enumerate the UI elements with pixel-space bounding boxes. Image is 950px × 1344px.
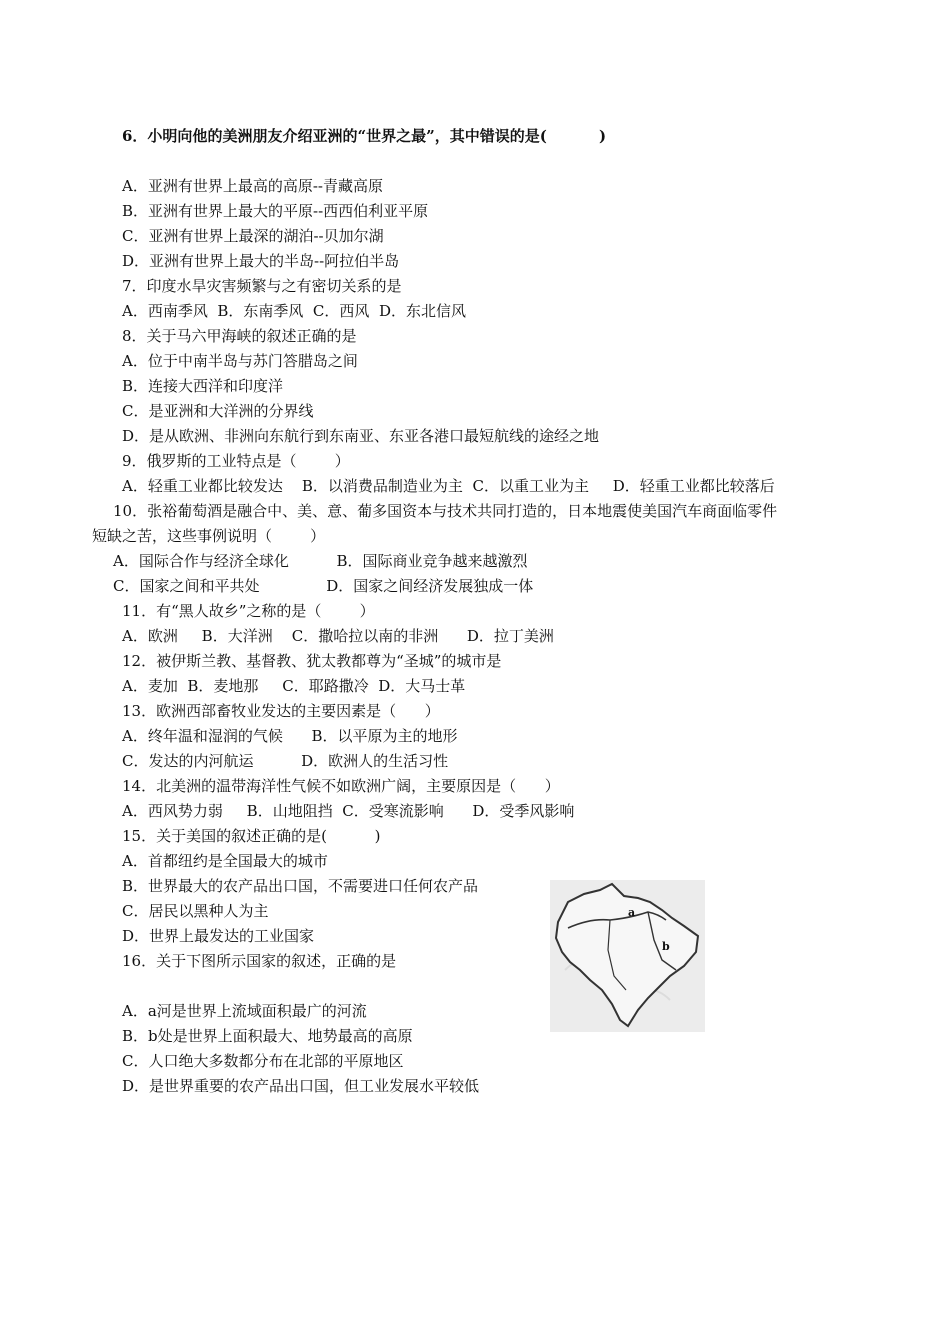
options-13-cd: C．发达的内河航运 D．欧洲人的生活习性 xyxy=(122,752,449,770)
option-8d: D．是从欧洲、非洲向东航行到东南亚、东亚各港口最短航线的途经之地 xyxy=(122,427,600,445)
question-9: 9．俄罗斯的工业特点是（ ） xyxy=(122,452,350,470)
options-14: A．西风势力弱 B．山地阻挡 C．受寒流影响 D．受季风影响 xyxy=(122,802,575,820)
option-16b: B．b处是世界上面积最大、地势最高的高原 xyxy=(122,1027,413,1045)
question-10-cont: 短缺之苦，这些事例说明（ ） xyxy=(92,527,326,545)
option-15b: B．世界最大的农产品出口国，不需要进口任何农产品 xyxy=(122,877,479,895)
option-16c: C．人口绝大多数都分布在北部的平原地区 xyxy=(122,1052,404,1070)
option-6c: C．亚洲有世界上最深的湖泊--贝加尔湖 xyxy=(122,227,384,245)
question-15: 15．关于美国的叙述正确的是( ) xyxy=(122,827,381,845)
question-16: 16．关于下图所示国家的叙述，正确的是 xyxy=(122,952,397,970)
option-16a: A．a河是世界上流域面积最广的河流 xyxy=(122,1002,367,1020)
option-16d: D．是世界重要的农产品出口国，但工业发展水平较低 xyxy=(122,1077,480,1095)
question-10: 10．张裕葡萄酒是融合中、美、意、葡多国资本与技术共同打造的，日本地震使美国汽车商面临零件 xyxy=(113,502,778,520)
option-6b: B．亚洲有世界上最大的平原--西西伯利亚平原 xyxy=(122,202,429,220)
map-label-a: a xyxy=(628,906,636,919)
question-13: 13．欧洲西部畜牧业发达的主要因素是（ ） xyxy=(122,702,440,720)
question-12: 12．被伊斯兰教、基督教、犹太教都尊为“圣城”的城市是 xyxy=(122,652,502,670)
option-8a: A．位于中南半岛与苏门答腊岛之间 xyxy=(122,352,358,370)
question-7: 7．印度水旱灾害频繁与之有密切关系的是 xyxy=(122,277,402,295)
option-6d: D．亚洲有世界上最大的半岛--阿拉伯半岛 xyxy=(122,252,400,270)
option-15c: C．居民以黑种人为主 xyxy=(122,902,269,920)
options-10-ab: A．国际合作与经济全球化 B．国际商业竞争越来越激烈 xyxy=(113,552,528,570)
map-label-b: b xyxy=(662,940,670,953)
options-13-ab: A．终年温和湿润的气候 B．以平原为主的地形 xyxy=(122,727,458,745)
option-8b: B．连接大西洋和印度洋 xyxy=(122,377,284,395)
option-15a: A．首都纽约是全国最大的城市 xyxy=(122,852,328,870)
options-12: A．麦加 B．麦地那 C．耶路撒冷 D．大马士革 xyxy=(122,677,466,695)
question-6: 6．小明向他的美洲朋友介绍亚洲的“世界之最”，其中错误的是( ) xyxy=(122,127,607,145)
options-9: A．轻重工业都比较发达 B．以消费品制造业为主 C．以重工业为主 D．轻重工业都比较落后 xyxy=(122,477,775,495)
option-6a: A．亚洲有世界上最高的高原--青藏高原 xyxy=(122,177,383,195)
option-15d: D．世界上最发达的工业国家 xyxy=(122,927,315,945)
question-11: 11．有“黑人故乡”之称的是（ ） xyxy=(122,602,375,620)
options-10-cd: C．国家之间和平共处 D．国家之间经济发展独成一体 xyxy=(113,577,534,595)
option-8c: C．是亚洲和大洋洲的分界线 xyxy=(122,402,314,420)
options-7: A．西南季风 B．东南季风 C．西风 D．东北信风 xyxy=(122,302,466,320)
brazil-map xyxy=(550,880,705,1032)
question-14: 14．北美洲的温带海洋性气候不如欧洲广阔，主要原因是（ ） xyxy=(122,777,560,795)
question-8: 8．关于马六甲海峡的叙述正确的是 xyxy=(122,327,357,345)
options-11: A．欧洲 B．大洋洲 C．撒哈拉以南的非洲 D．拉丁美洲 xyxy=(122,627,554,645)
